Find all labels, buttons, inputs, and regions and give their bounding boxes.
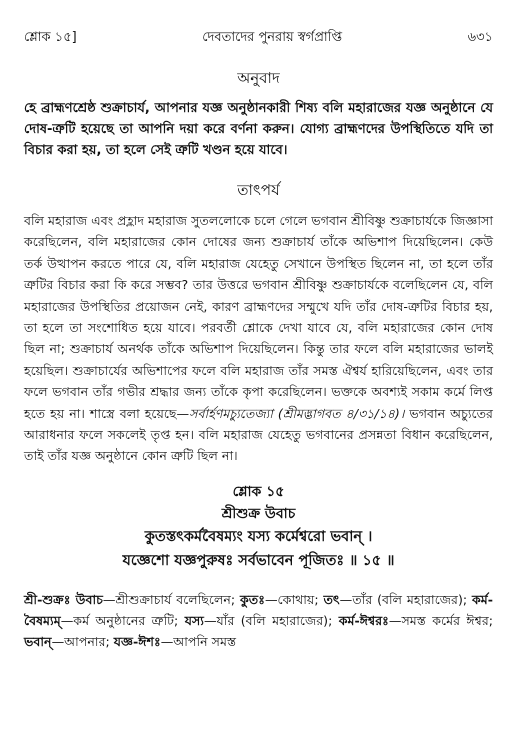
purport-text-main: বলি মহারাজ এবং প্রহ্লাদ মহারাজ সুতললোকে চলে গেলে ভগবান শ্রীবিষ্ণু শুক্রাচার্যকে জিজ্ঞাসা করেছিলেন, বলি মহারাজের কোন দোষের জন্য শুক্রাচার্য তাঁকে অভিশাপ দিয়েছিলেন। কেউ তর্ক উত্থাপন করতে পারে যে, বলি মহারাজ যেহেতু সেখানে উপস্থিত ছিলেন না, তা হলে তাঁর ত্রুটির বিচার করা কি করে সম্ভব? তার উত্তরে ভগবান শ্রীবিষ্ণু শুক্রাচার্যকে বলেছিলেন যে, বলি মহারাজের উপস্থিতির প্রয়োজন নেই, কারণ ব্রাহ্মণদের সম্মুখে যদি তাঁর দোষ-ত্রুটির বিচার হয়, তা হলে তা সংশোধিত হয়ে যাবে। পরবর্তী শ্লোকে দেখা যাবে যে, বলি মহারাজের কোন দোষ ছিল না; শুক্রাচার্য অনর্থক তাঁকে অভিশাপ দিয়েছিলেন। কিন্তু তার ফলে বলি মহারাজের ভালই হয়েছিল। শুক্রাচার্যের অভিশাপের ফলে বলি মহারাজ তাঁর সমস্ত ঐশ্বর্য হারিয়েছিলেন, এবং তার ফলে ভগবান তাঁর গভীর শ্রদ্ধার জন্য তাঁকে কৃপা করেছিলেন। ভক্তকে অবশ্যই সকাম কর্মে লিপ্ত হতে হয় না। শাস্ত্রে বলা হয়েছে— [24, 213, 493, 421]
synonym-meaning: —শ্রীশুক্রাচার্য বলেছিলেন; [102, 591, 240, 607]
synonym-term: যজ্ঞ-ঈশঃ [113, 633, 161, 649]
synonym-meaning: —তাঁর (বলি মহারাজের); [339, 591, 472, 607]
purport-text-end: ভগবান অচ্যুতের আরাধনার ফলে সকলেই তৃপ্ত হন। বলি মহারাজ যেহেতু ভগবানের প্রসন্নতা বিধান করেছিলেন, তাই তাঁর যজ্ঞ অনুষ্ঠানে কোন ত্রুটি ছিল না। [24, 405, 493, 464]
verse-line-2: যজ্ঞেশো যজ্ঞপুরুষঃ সর্বভাবেন পূজিতঃ ॥ ১৫ ॥ [122, 552, 395, 569]
synonym-term: কর্ম-বৈষম্যম্ [24, 591, 494, 628]
page-number: ৬৩১ [467, 30, 493, 45]
translation-heading: অনুবাদ [237, 69, 280, 87]
synonym-meaning: —আপনার; [51, 633, 114, 649]
synonym-entry [24, 592, 240, 607]
synonym-meaning: —কর্ম অনুষ্ঠানের ত্রুটি; [60, 612, 185, 628]
header-verse-ref: শ্লোক ১৫] [24, 30, 77, 45]
synonym-entry [24, 634, 114, 649]
verse-line-1: কুতস্তৎকর্মবৈষম্যং যস্য কর্মেশ্বরো ভবান্ । [144, 528, 373, 545]
synonym-term: ভবান্ [24, 633, 52, 649]
synonym-meaning: —যাঁর (বলি মহারাজের); [203, 612, 339, 628]
purport-text [24, 210, 493, 467]
synonym-entry [185, 613, 339, 628]
verse-number: শ্লোক ১৫ [232, 483, 285, 500]
synonym-meaning: —কোথায়; [264, 591, 324, 607]
purport-quote: সর্বার্হণমচ্যুতেজ্যা (শ্রীমদ্ভাগবত ৪/৩১/১৪)। [189, 405, 405, 421]
synonym-term: কর্ম-ঈশ্বরঃ [338, 612, 389, 628]
synonym-entry [240, 592, 323, 607]
synonym-meaning: —আপনি সমস্ত [160, 633, 237, 649]
synonym-entry [114, 634, 236, 649]
synonym-term: তৎ [323, 591, 340, 607]
synonym-meaning: —সমস্ত কর্মের ঈশ্বর; [388, 612, 493, 628]
purport-heading: তাৎপর্য [237, 181, 280, 199]
synonym-entry [323, 592, 472, 607]
word-synonyms [24, 589, 493, 652]
header-chapter-title: দেবতাদের পুনরায় স্বর্গপ্রাপ্তি [202, 30, 343, 45]
synonym-term: যস্য [184, 612, 204, 628]
translation-text: হে ব্রাহ্মণশ্রেষ্ঠ শুক্রাচার্য, আপনার যজ্ঞ অনুষ্ঠানকারী শিষ্য বলি মহারাজের যজ্ঞ অনুষ্ঠানে যে দোষ-ত্রুটি হয়েছে তা আপনি দয়া করে বর্ণনা করুন। যোগ্য ব্রাহ্মণদের উপস্থিতিতে যদি তা বিচার করা হয়, তা হলে সেই ত্রুটি খণ্ডন হয়ে যাবে। [24, 101, 493, 158]
synonym-term: শ্রী-শুক্রঃ উবাচ [24, 591, 103, 607]
running-header [24, 0, 493, 49]
synonym-term: কুতঃ [239, 591, 265, 607]
verse-speaker: শ্রীশুক্র উবাচ [221, 505, 296, 522]
synonym-entry [339, 613, 493, 628]
